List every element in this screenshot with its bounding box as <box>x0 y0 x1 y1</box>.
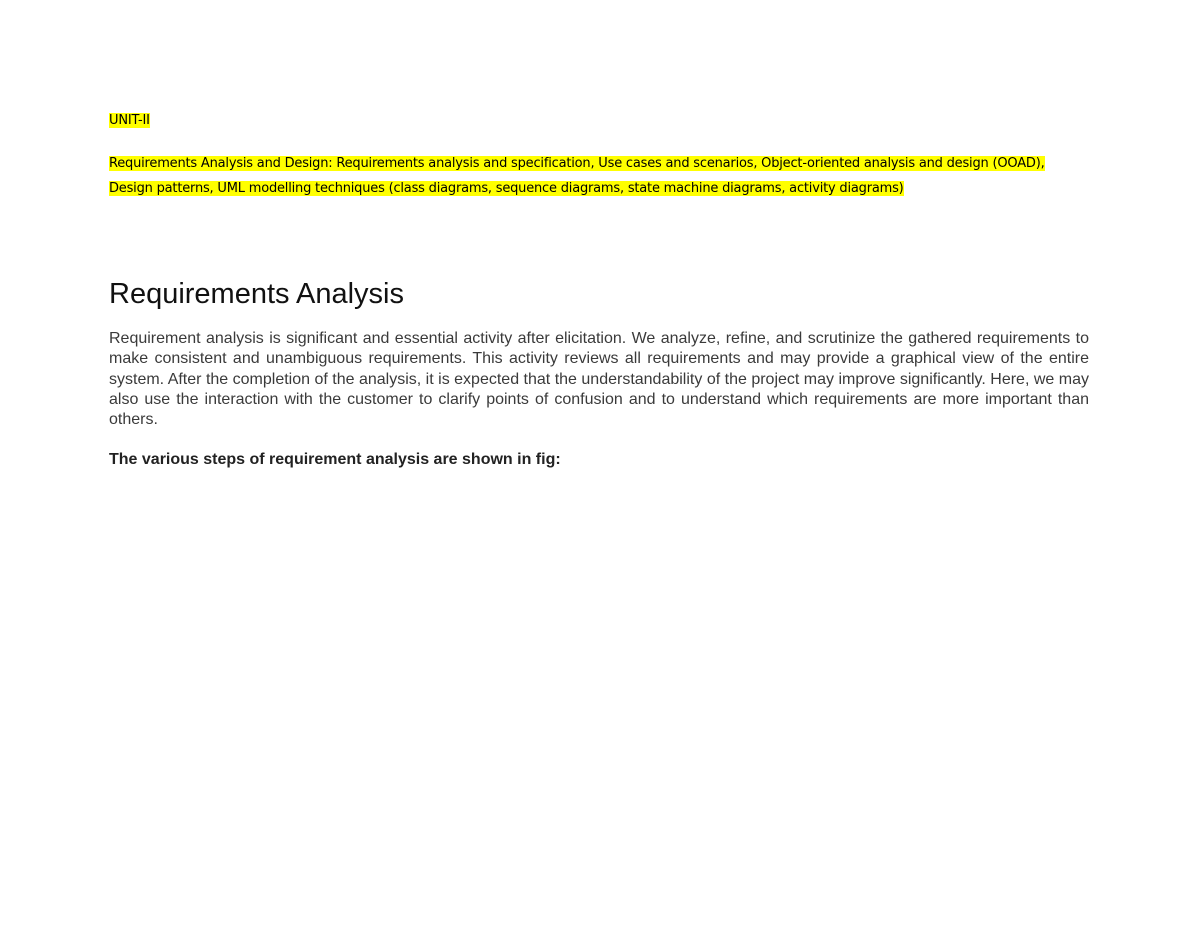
section-heading: Requirements Analysis <box>109 278 404 310</box>
unit-label: UNIT-II <box>109 113 150 128</box>
document-content <box>109 111 1089 470</box>
steps-caption: The various steps of requirement analysis are shown in fig: <box>109 451 561 469</box>
unit-topics-line <box>109 151 1069 201</box>
body-paragraph: Requirement analysis is significant and essential activity after elicitation. We analyze, refine, and scrutinize the gathered requirements to make consistent and unambiguous requirements. This activity reviews all requirements and may provide a graphical view of the entire system. After the completion of the analysis, it is expected that the understandability of the project may improve significantly. Here, we may also use the interaction with the customer to clarify points of confusion and to understand which requirements are more important than others. <box>109 330 1089 429</box>
unit-topics: Requirements Analysis and Design: Requirements analysis and specification, Use cases and scenarios, Object-oriented analysis and design (OOAD), Design patterns, UML modelling techniques (class diagrams, sequence diagrams, state machine diagrams, activity diagrams) <box>109 156 1045 196</box>
unit-title-line <box>109 111 1089 130</box>
